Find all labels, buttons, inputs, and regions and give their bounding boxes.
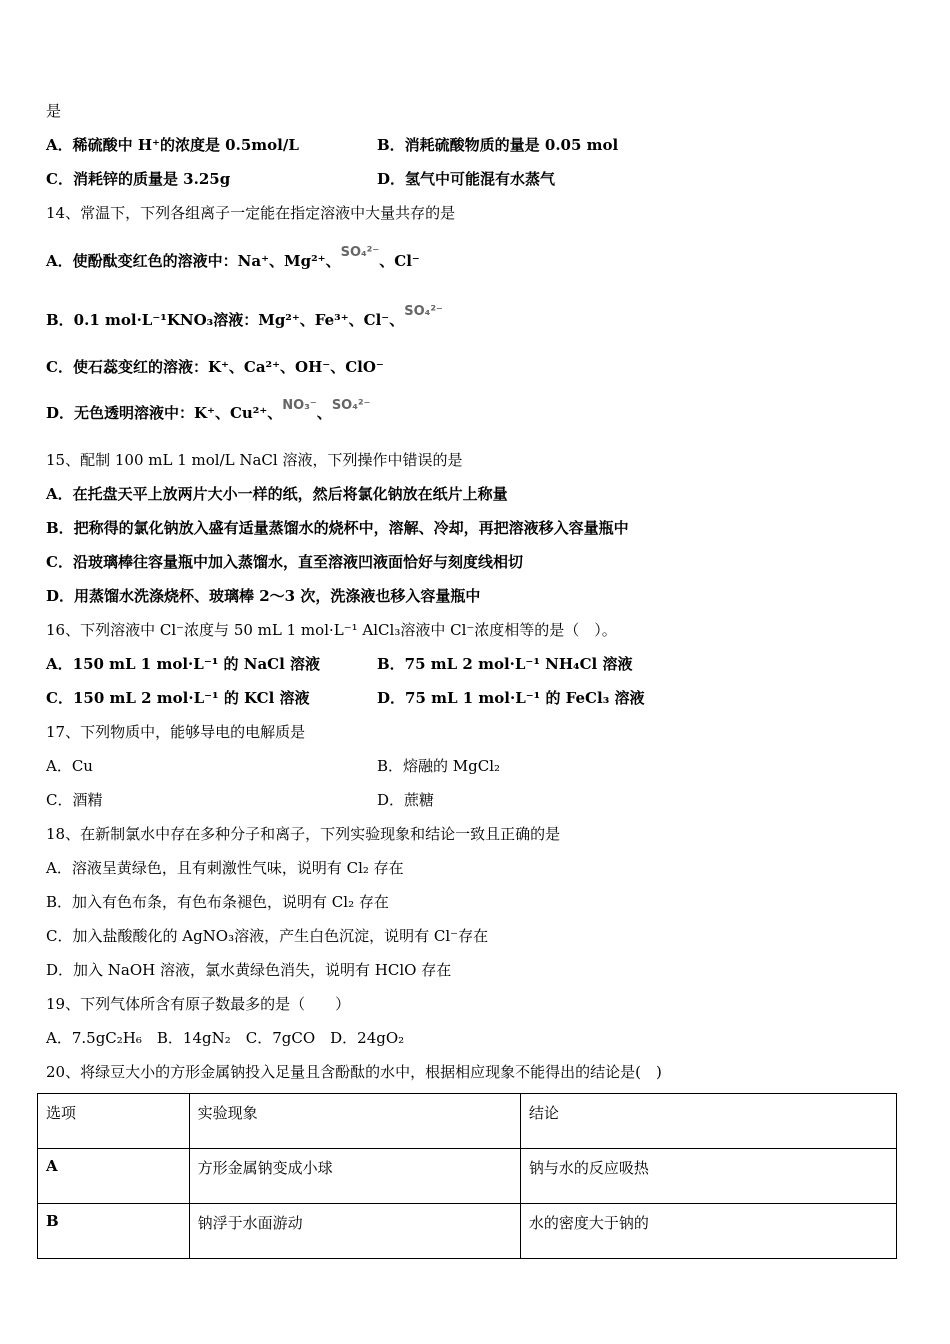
q18-option-c: C．加入盐酸酸化的 AgNO₃溶液，产生白色沉淀，说明有 Cl⁻存在 [46, 927, 489, 945]
q13-option-b: B．消耗硫酸物质的量是 0.05 mol [377, 136, 619, 154]
q13-option-a: A．稀硫酸中 H⁺的浓度是 0.5mol/L [46, 136, 299, 154]
q14-option-c: C．使石蕊变红的溶液：K⁺、Ca²⁺、OH⁻、ClO⁻ [46, 358, 384, 376]
table-cell: 钠浮于水面游动 [189, 1204, 520, 1259]
q17-stem: 17、下列物质中，能够导电的电解质是 [46, 723, 306, 741]
q19-stem: 19、下列气体所含有原子数最多的是（ ） [46, 995, 351, 1013]
q14-option-b [46, 304, 443, 332]
table-header-cell: 实验现象 [189, 1094, 520, 1149]
q17-option-a: A．Cu [46, 757, 93, 775]
q16-option-a: A．150 mL 1 mol·L⁻¹ 的 NaCl 溶液 [46, 655, 321, 673]
q15-option-c: C．沿玻璃棒往容量瓶中加入蒸馏水，直至溶液凹液面恰好与刻度线相切 [46, 553, 523, 571]
q15-option-b: B．把称得的氯化钠放入盛有适量蒸馏水的烧杯中，溶解、冷却，再把溶液移入容量瓶中 [46, 519, 629, 537]
q14-option-a [46, 245, 420, 273]
q16-option-b: B．75 mL 2 mol·L⁻¹ NH₄Cl 溶液 [377, 655, 633, 673]
q14-stem: 14、常温下，下列各组离子一定能在指定溶液中大量共存的是 [46, 204, 456, 222]
q14-option-d-separator: 、 [316, 404, 332, 422]
table-cell: A [38, 1149, 190, 1204]
sulfate-ion-formula: SO₄²⁻ [340, 245, 380, 260]
nitrate-ion-formula: NO₃⁻ [282, 398, 317, 413]
q18-stem: 18、在新制氯水中存在多种分子和离子，下列实验现象和结论一致且正确的是 [46, 825, 561, 843]
q14-option-a-tail: 、Cl⁻ [379, 252, 420, 270]
table-cell: 方形金属钠变成小球 [189, 1149, 520, 1204]
table-cell: 水的密度大于钠的 [520, 1204, 896, 1259]
q18-option-d: D．加入 NaOH 溶液，氯水黄绿色消失，说明有 HClO 存在 [46, 961, 452, 979]
q17-option-b: B．熔融的 MgCl₂ [377, 757, 501, 775]
q13-option-d: D．氢气中可能混有水蒸气 [377, 170, 556, 188]
sulfate-ion-formula: SO₄²⁻ [331, 398, 371, 413]
q16-option-c: C．150 mL 2 mol·L⁻¹ 的 KCl 溶液 [46, 689, 310, 707]
q15-option-a: A．在托盘天平上放两片大小一样的纸，然后将氯化钠放在纸片上称量 [46, 485, 508, 503]
q20-stem: 20、将绿豆大小的方形金属钠投入足量且含酚酞的水中，根据相应现象不能得出的结论是( ) [46, 1063, 662, 1081]
q13-option-c: C．消耗锌的质量是 3.25g [46, 170, 231, 188]
q14-option-b-text: B．0.1 mol·L⁻¹KNO₃溶液：Mg²⁺、Fe³⁺、Cl⁻、 [46, 311, 405, 329]
table-row [38, 1204, 897, 1259]
table-cell: B [38, 1204, 190, 1259]
q18-option-a: A．溶液呈黄绿色，且有刺激性气味，说明有 Cl₂ 存在 [46, 859, 404, 877]
q16-stem: 16、下列溶液中 Cl⁻浓度与 50 mL 1 mol·L⁻¹ AlCl₃溶液中 Cl⁻浓度相等的是（ ）。 [46, 621, 617, 639]
q18-option-b: B．加入有色布条，有色布条褪色，说明有 Cl₂ 存在 [46, 893, 389, 911]
q19-options: A．7.5gC₂H₆ B．14gN₂ C．7gCO D．24gO₂ [46, 1029, 405, 1047]
table-header-cell: 结论 [520, 1094, 896, 1149]
q15-option-d: D．用蒸馏水洗涤烧杯、玻璃棒 2～3 次，洗涤液也移入容量瓶中 [46, 587, 481, 605]
table-cell: 钠与水的反应吸热 [520, 1149, 896, 1204]
q17-option-c: C．酒精 [46, 791, 103, 809]
table-header-cell: 选项 [38, 1094, 190, 1149]
q13-continuation: 是 [46, 102, 62, 120]
sulfate-ion-formula: SO₄²⁻ [404, 304, 443, 319]
table-row [38, 1149, 897, 1204]
q14-option-a-text: A．使酚酞变红色的溶液中：Na⁺、Mg²⁺、 [46, 252, 341, 270]
q17-option-d: D．蔗糖 [377, 791, 435, 809]
q15-stem: 15、配制 100 mL 1 mol/L NaCl 溶液，下列操作中错误的是 [46, 451, 463, 469]
q16-option-d: D．75 mL 1 mol·L⁻¹ 的 FeCl₃ 溶液 [377, 689, 645, 707]
table-header-row [38, 1094, 897, 1149]
q20-table [37, 1093, 897, 1259]
q14-option-d [46, 398, 371, 425]
q14-option-d-text: D．无色透明溶液中：K⁺、Cu²⁺、 [46, 404, 283, 422]
